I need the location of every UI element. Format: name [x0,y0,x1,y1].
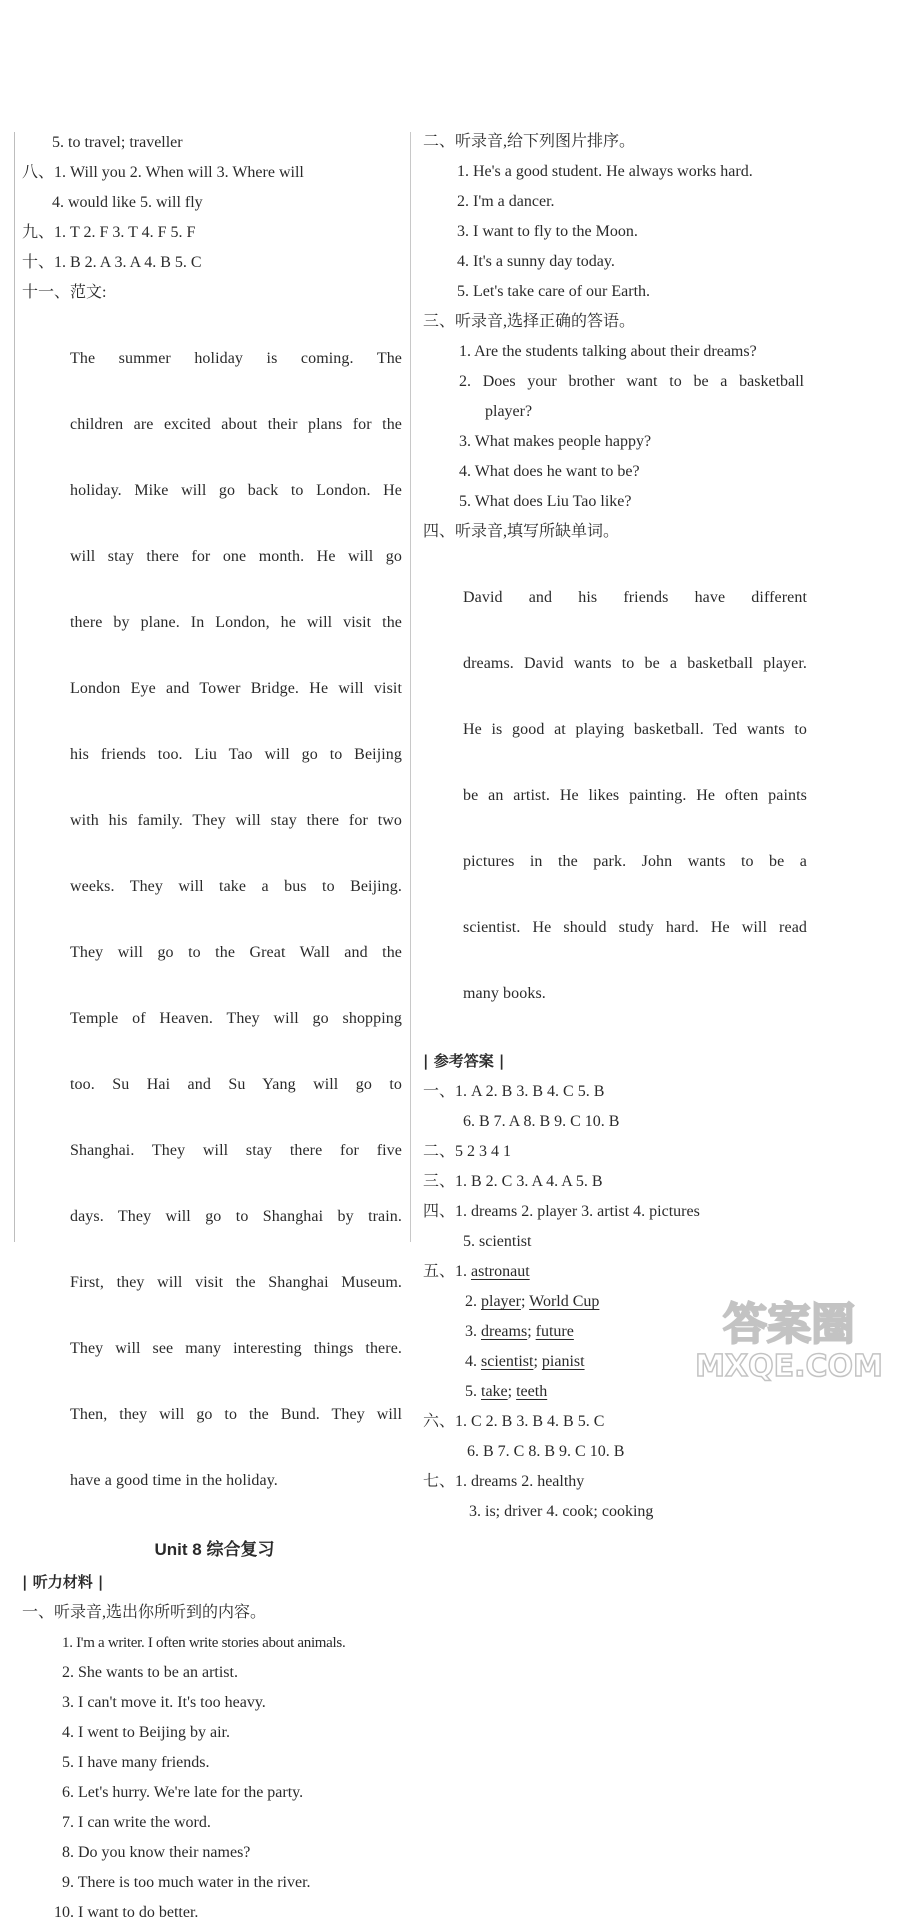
essay-line: First, they will visit the Shanghai Museum. [70,1274,402,1291]
item-number: 5. [465,1383,481,1400]
item-number: 4. [465,1353,481,1370]
essay-line: his friends too. Liu Tao will go to Beijing [70,746,402,763]
essay-line: The summer holiday is coming. The [70,350,402,367]
answer-line: 4. would like 5. will fly [52,194,203,211]
item-number: 2. [465,1293,481,1310]
listening-item: 10. I want to do better. [54,1904,199,1921]
essay-line: weeks. They will take a bus to Beijing. [70,878,402,895]
section-title: 四、听录音,填写所缺单词。 [423,523,620,540]
unit-title: Unit 8 综合复习 [154,1540,275,1559]
essay-line: there by plane. In London, he will visit the [70,614,402,631]
answer-line: 3. is; driver 4. cook; cooking [469,1503,654,1520]
essay-line: London Eye and Tower Bridge. He will visit [70,680,402,697]
left-margin-rule [14,132,15,1242]
answer-line: 5. scientist [463,1233,532,1250]
essay-line: holiday. Mike will go back to London. He [70,482,402,499]
listening-item: 5. I have many friends. [62,1754,210,1771]
answer-line [423,1257,813,1287]
section-title: 二、听录音,给下列图片排序。 [423,133,636,150]
essay-line: have a good time in the holiday. [70,1472,278,1489]
listening-item: 1. I'm a writer. I often write stories about animals. [62,1635,346,1651]
answer-line: 二、5 2 3 4 1 [423,1143,512,1160]
essay-line: Shanghai. They will stay there for five [70,1142,402,1159]
answer-word: pianist [541,1353,585,1370]
listening-item: 4. What does he want to be? [459,463,640,480]
essay-line: They will go to the Great Wall and the [70,944,402,961]
answer-word: scientist [481,1353,534,1370]
separator: ; [520,1293,530,1310]
answer-word: teeth [516,1383,548,1400]
answer-key-heading: | 参考答案 | [423,1052,505,1070]
separator: ; [527,1323,536,1340]
section-title: 三、听录音,选择正确的答语。 [423,313,636,330]
answer-word: World Cup [529,1293,600,1310]
left-column [22,128,407,1928]
passage-line: pictures in the park. John wants to be a [463,853,807,870]
section-title: 一、听录音,选出你所听到的内容。 [22,1604,267,1621]
answer-line: 八、1. Will you 2. When will 3. Where will [22,164,304,181]
answer-word: dreams [481,1323,528,1340]
passage-line: dreams. David wants to be a basketball player. [463,655,807,672]
essay-line: Temple of Heaven. They will go shopping [70,1010,402,1027]
listening-item: 4. It's a sunny day today. [457,253,615,270]
answer-line: 四、1. dreams 2. player 3. artist 4. pictures [423,1203,700,1220]
answer-line: 6. B 7. C 8. B 9. C 10. B [467,1443,625,1460]
answer-line: 三、1. B 2. C 3. A 4. A 5. B [423,1173,603,1190]
watermark-url: MXQE.COM [695,1349,883,1384]
answer-line: 十、1. B 2. A 3. A 4. B 5. C [22,254,202,271]
answer-word: future [535,1323,574,1340]
answer-line: 5. to travel; traveller [52,134,183,151]
answer-word: take [481,1383,508,1400]
passage-line: be an artist. He likes painting. He often paints [463,787,807,804]
listening-item: 3. I can't move it. It's too heavy. [62,1694,266,1711]
essay-line: will stay there for one month. He will go [70,548,402,565]
listening-item: 7. I can write the word. [62,1814,211,1831]
answer-line: 一、1. A 2. B 3. B 4. C 5. B [423,1083,605,1100]
column-divider [410,132,411,1242]
answer-line: 6. B 7. A 8. B 9. C 10. B [463,1113,620,1130]
listening-item: 2. She wants to be an artist. [62,1664,238,1681]
answer-line: 七、1. dreams 2. healthy [423,1473,585,1490]
listening-item: 1. Are the students talking about their dreams? [459,343,757,360]
essay-line: They will see many interesting things there. [70,1340,402,1357]
listening-item: 8. Do you know their names? [62,1844,251,1861]
watermark-logo [684,1294,894,1384]
essay-line: days. They will go to Shanghai by train. [70,1208,402,1225]
listening-item: 5. Let's take care of our Earth. [457,283,651,300]
listening-item: 3. What makes people happy? [459,433,652,450]
answer-word: astronaut [471,1263,530,1280]
listening-item: 4. I went to Beijing by air. [62,1724,230,1741]
listening-item: 6. Let's hurry. We're late for the party. [62,1784,304,1801]
separator: ; [533,1353,542,1370]
passage-line: David and his friends have different [463,589,807,606]
listening-item: 9. There is too much water in the river. [62,1874,311,1891]
answer-line: 九、1. T 2. F 3. T 4. F 5. F [22,224,196,241]
listening-item-continued: player? [485,403,533,420]
passage-line: scientist. He should study hard. He will read [463,919,807,936]
passage-line: many books. [463,985,546,1002]
listening-passage [423,547,807,1045]
listening-item: 1. He's a good student. He always works hard. [457,163,753,180]
answer-line: 六、1. C 2. B 3. B 4. B 5. C [423,1413,605,1430]
listening-item: 2. Does your brother want to be a basketball [459,373,804,390]
listening-item: 3. I want to fly to the Moon. [457,223,638,240]
sample-essay-label: 十一、范文: [22,284,107,301]
sample-essay [22,308,402,1532]
separator: ; [507,1383,517,1400]
watermark-text: 答案圈 [723,1299,855,1350]
listening-material-heading: | 听力材料 | [22,1573,104,1591]
listening-item: 5. What does Liu Tao like? [459,493,632,510]
essay-line: children are excited about their plans for the [70,416,402,433]
passage-line: He is good at playing basketball. Ted wants to [463,721,807,738]
item-number: 3. [465,1323,481,1340]
essay-line: too. Su Hai and Su Yang will go to [70,1076,402,1093]
essay-line: Then, they will go to the Bund. They will [70,1406,402,1423]
answer-label: 五、1. [423,1263,472,1280]
answer-word: player [481,1293,521,1310]
essay-line: with his family. They will stay there for two [70,812,402,829]
listening-item: 2. I'm a dancer. [457,193,555,210]
